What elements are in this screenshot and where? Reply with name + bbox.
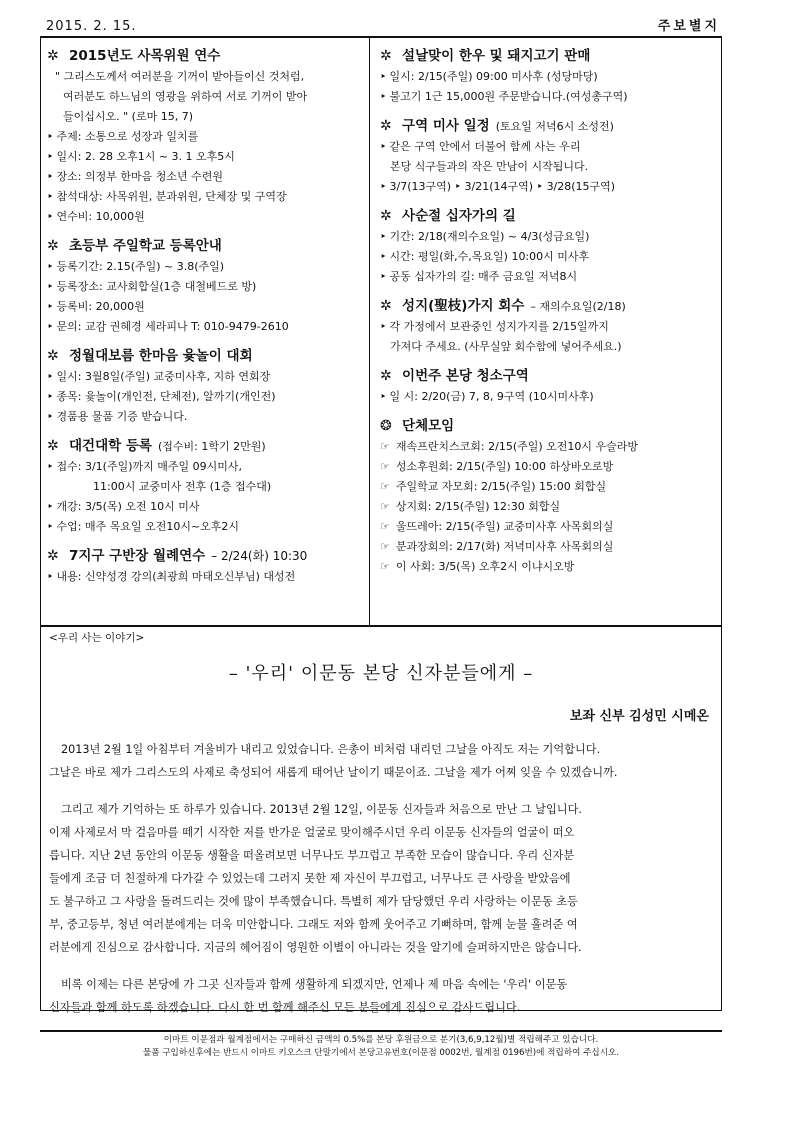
paragraph-line: 러분에게 진심으로 감사합니다. 지금의 헤어짐이 영원한 이별이 아니라는 것을 알기에 슬퍼하지만은 않습니다. bbox=[49, 941, 582, 954]
detail-line: ‣ 주제: 소통으로 성장과 일치를 bbox=[47, 127, 363, 147]
notice-pastoral-retreat bbox=[47, 44, 363, 227]
detail-line: ‣ 기간: 2/18(재의수요일) ~ 4/3(성금요일) bbox=[380, 227, 715, 247]
section-title: 설날맞이 한우 및 돼지고기 판매 bbox=[402, 48, 591, 64]
section-subtitle: – 2/24(화) 10:30 bbox=[211, 549, 308, 563]
detail-line: 본당 식구들과의 작은 만남이 시작됩니다. bbox=[390, 160, 589, 173]
paragraph-line: 2013년 2월 1일 아침부터 겨울비가 내리고 있었습니다. 은총이 비처럼 내리던 그날을 아직도 저는 기억합니다. bbox=[61, 743, 601, 756]
asterisk-icon: ✲ bbox=[380, 48, 392, 64]
asterisk-icon: ✲ bbox=[380, 298, 392, 314]
quote-line: 들이십시오. " (로마 15, 7) bbox=[63, 110, 193, 123]
detail-line: ‣ 접수: 3/1(주일)까지 매주일 09시미사, bbox=[47, 457, 363, 477]
section-subtitle: (접수비: 1학기 2만원) bbox=[157, 440, 266, 453]
detail-line: ‣ 일시: 3월8일(주일) 교중미사후, 지하 연회장 bbox=[47, 367, 363, 387]
asterisk-icon: ✲ bbox=[47, 548, 59, 564]
detail-line: ‣ 일 시: 2/20(금) 7, 8, 9구역 (10시미사후) bbox=[380, 387, 715, 407]
section-title: 대건대학 등록 bbox=[69, 438, 152, 454]
notice-palm-collection bbox=[380, 294, 715, 357]
quote-line: " 그리스도께서 여러분을 기꺼이 받아들이신 것처럼, bbox=[55, 70, 305, 83]
bulletin-page bbox=[40, 12, 722, 1014]
paragraph-line: 도 불구하고 그 사랑을 돌려드리는 것에 많이 부족했습니다. 특별히 제가 담당했던 우리 사랑하는 이문동 초등 bbox=[49, 895, 578, 908]
detail-line: ‣ 수업: 매주 목요일 오전10시~오후2시 bbox=[47, 517, 363, 537]
notices-grid bbox=[40, 38, 722, 626]
story-paragraph bbox=[49, 738, 713, 784]
detail-line: ‣ 등록비: 20,000원 bbox=[47, 297, 363, 317]
section-title: 초등부 주일학교 등록안내 bbox=[69, 238, 222, 254]
paragraph-line: 비록 이제는 다른 본당에 가 그곳 신자들과 함께 생활하게 되겠지만, 언제나 제 마음 속에는 '우리' 이문동 bbox=[61, 978, 568, 991]
detail-line: ‣ 3/7(13구역) ‣ 3/21(14구역) ‣ 3/28(15구역) bbox=[380, 177, 715, 197]
story-paragraph bbox=[49, 798, 713, 959]
detail-line: ‣ 같은 구역 안에서 더불어 함께 사는 우리 bbox=[380, 137, 715, 157]
bulletin-title: 주보별지 bbox=[657, 19, 720, 34]
detail-line: ‣ 공동 십자가의 길: 매주 금요일 저녁8시 bbox=[380, 267, 715, 287]
section-subtitle: (토요일 저녁6시 소성전) bbox=[495, 120, 614, 133]
left-column bbox=[41, 38, 370, 625]
asterisk-icon: ✲ bbox=[47, 48, 59, 64]
notice-daegun-college bbox=[47, 434, 363, 537]
sun-icon: ❂ bbox=[380, 418, 392, 434]
paragraph-line: 그날은 바로 제가 그리스도의 사제로 축성되어 새롭게 태어난 날이기 때문이죠. 그날을 제가 어찌 잊을 수 있겠습니까. bbox=[49, 766, 618, 779]
section-title: 사순절 십자가의 길 bbox=[402, 208, 516, 224]
quote-line: 여러분도 하느님의 영광을 위하여 서로 기꺼이 받아 bbox=[63, 90, 308, 103]
asterisk-icon: ✲ bbox=[47, 238, 59, 254]
issue-date: 2015. 2. 15. bbox=[46, 19, 137, 34]
notice-yut-game bbox=[47, 344, 363, 427]
section-title: 성지(聖枝)가지 회수 bbox=[402, 298, 525, 314]
detail-line: ‣ 장소: 의정부 한마음 청소년 수련원 bbox=[47, 167, 363, 187]
asterisk-icon: ✲ bbox=[380, 368, 392, 384]
section-subtitle: – 재의수요일(2/18) bbox=[530, 300, 626, 313]
section-title: 2015년도 사목위원 연수 bbox=[69, 48, 221, 64]
asterisk-icon: ✲ bbox=[380, 118, 392, 134]
detail-line: ‣ 참석대상: 사목위원, 분과위원, 단체장 및 구역장 bbox=[47, 187, 363, 207]
detail-line: ‣ 등록장소: 교사회합실(1층 대철베드로 방) bbox=[47, 277, 363, 297]
detail-line: ‣ 경품용 물품 기증 받습니다. bbox=[47, 407, 363, 427]
meeting-item: ☞ 이 사회: 3/5(목) 오후2시 이냐시오방 bbox=[380, 557, 715, 577]
detail-line: ‣ 개강: 3/5(목) 오전 10시 미사 bbox=[47, 497, 363, 517]
footer-line: 이마트 이문점과 월계점에서는 구매하신 금액의 0.5%를 본당 후원금으로 분기(3,6,9,12월)별 적립해주고 있습니다. bbox=[163, 1035, 599, 1045]
asterisk-icon: ✲ bbox=[47, 438, 59, 454]
page-footer bbox=[40, 1030, 722, 1060]
asterisk-icon: ✲ bbox=[47, 348, 59, 364]
notice-group-meetings bbox=[380, 414, 715, 577]
paragraph-line: 이제 사제로서 막 걸음마를 떼기 시작한 저를 반가운 얼굴로 맞이해주시던 우리 이문동 신자들의 얼굴이 떠오 bbox=[49, 826, 575, 839]
paragraph-line: 신자들과 함께 하도록 하겠습니다. 다시 한 번 함께 해주신 모든 분들에게 진심으로 감사드립니다. bbox=[49, 1001, 521, 1014]
notice-district-training bbox=[47, 544, 363, 587]
paragraph-line: 그리고 제가 기억하는 또 하루가 있습니다. 2013년 2월 12일, 이문동 신자들과 처음으로 만난 그 날입니다. bbox=[61, 803, 582, 816]
paragraph-line: 부, 중고등부, 청년 여러분에게는 더욱 미안합니다. 그래도 저와 함께 웃어주고 기뻐하며, 함께 눈물 흘려준 여 bbox=[49, 918, 578, 931]
notice-sunday-school bbox=[47, 234, 363, 337]
section-title: 단체모임 bbox=[402, 418, 455, 434]
detail-line: ‣ 문의: 교감 권혜경 세라피나 T: 010-9479-2610 bbox=[47, 317, 363, 337]
detail-line: ‣ 일시: 2/15(주일) 09:00 미사후 (성당마당) bbox=[380, 67, 715, 87]
meeting-item: ☞ 성소후원회: 2/15(주일) 10:00 하상바오로방 bbox=[380, 457, 715, 477]
right-column bbox=[370, 38, 721, 625]
section-title: 7지구 구반장 월례연수 bbox=[69, 548, 206, 564]
section-title: 정월대보름 한마음 윷놀이 대회 bbox=[69, 348, 253, 364]
detail-line: ‣ 종목: 윷놀이(개인전, 단체전), 알까기(개인전) bbox=[47, 387, 363, 407]
notice-district-mass bbox=[380, 114, 715, 197]
notice-way-of-cross bbox=[380, 204, 715, 287]
detail-line: ‣ 불고기 1근 15,000원 주문받습니다.(여성총구역) bbox=[380, 87, 715, 107]
story-headline: – '우리' 이문동 본당 신자분들에게 – bbox=[228, 663, 534, 684]
detail-line: ‣ 시간: 평일(화,수,목요일) 10:00시 미사후 bbox=[380, 247, 715, 267]
meeting-item: ☞ 울뜨레아: 2/15(주일) 교중미사후 사목회의실 bbox=[380, 517, 715, 537]
page-header bbox=[40, 12, 722, 38]
asterisk-icon: ✲ bbox=[380, 208, 392, 224]
meeting-item: ☞ 주일학교 자모회: 2/15(주일) 15:00 회합실 bbox=[380, 477, 715, 497]
paragraph-line: 릅니다. 지난 2년 동안의 이문동 생활을 떠올려보면 너무나도 부끄럽고 부족한 모습이 많습니다. 우리 신자분 bbox=[49, 849, 575, 862]
meeting-item: ☞ 재속프란치스코회: 2/15(주일) 오전10시 우슬라방 bbox=[380, 437, 715, 457]
detail-line: ‣ 일시: 2. 28 오후1시 ~ 3. 1 오후5시 bbox=[47, 147, 363, 167]
detail-line: ‣ 연수비: 10,000원 bbox=[47, 207, 363, 227]
meeting-item: ☞ 상지회: 2/15(주일) 12:30 회합실 bbox=[380, 497, 715, 517]
story-section bbox=[40, 626, 722, 1014]
paragraph-line: 들에게 조금 더 친절하게 다가갈 수 있었는데 그러지 못한 제 자신이 부끄럽고, 너무나도 큰 사랑을 받았음에 bbox=[49, 872, 571, 885]
notice-meat-sale bbox=[380, 44, 715, 107]
section-title: 구역 미사 일정 bbox=[402, 118, 490, 134]
detail-line: 가져다 주세요. (사무실앞 회수함에 넣어주세요.) bbox=[390, 340, 622, 353]
story-paragraph bbox=[49, 973, 713, 1019]
detail-line: ‣ 등록기간: 2.15(주일) ~ 3.8(주일) bbox=[47, 257, 363, 277]
detail-line: ‣ 각 가정에서 보관중인 성지가지를 2/15일까지 bbox=[380, 317, 715, 337]
footer-line: 물품 구입하신후에는 반드시 이마트 키오스크 단말기에서 본당고유번호(이문점 0002번, 월계점 0196번)에 적립하여 주십시오. bbox=[142, 1048, 620, 1058]
notice-cleaning bbox=[380, 364, 715, 407]
story-author: 보좌 신부 김성민 시메온 bbox=[569, 709, 709, 724]
story-tag: <우리 사는 이야기> bbox=[49, 632, 145, 644]
meeting-item: ☞ 분과장회의: 2/17(화) 저녁미사후 사목회의실 bbox=[380, 537, 715, 557]
detail-line: 11:00시 교중미사 전후 (1층 접수대) bbox=[93, 480, 272, 493]
section-title: 이번주 본당 청소구역 bbox=[402, 368, 529, 384]
detail-line: ‣ 내용: 신약성경 강의(최광희 마태오신부님) 대성전 bbox=[47, 567, 363, 587]
